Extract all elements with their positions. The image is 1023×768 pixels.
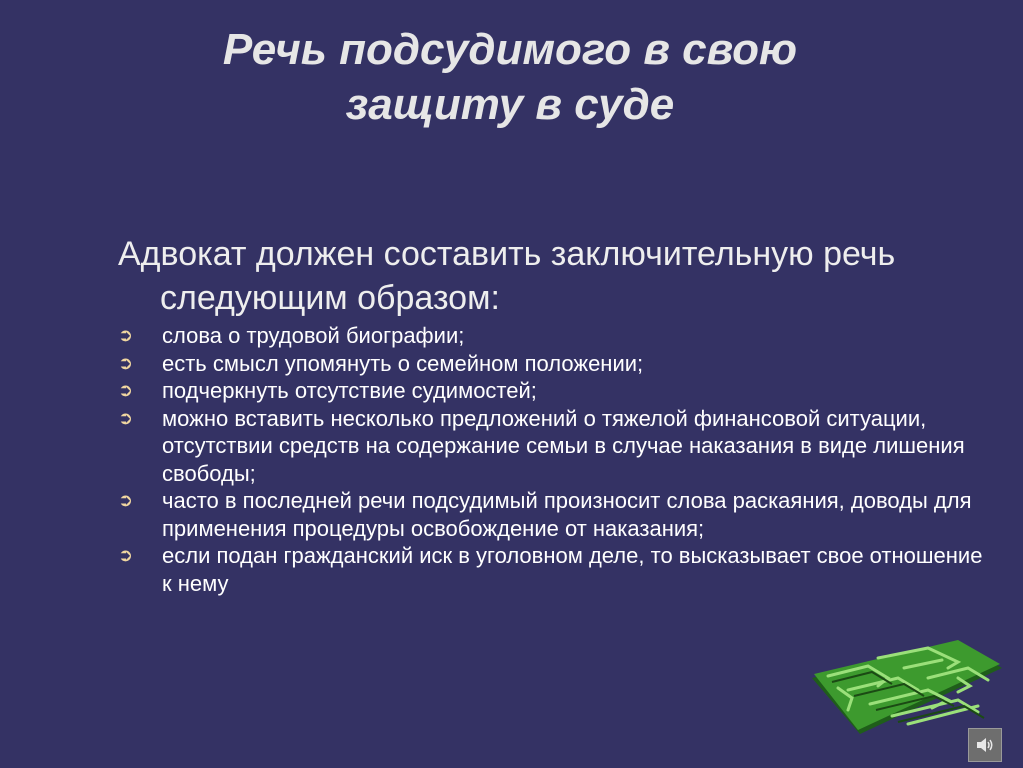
list-item (118, 542, 998, 597)
bullet-list (118, 322, 998, 597)
arrow-bullet-icon: ➲ (118, 545, 134, 565)
arrow-bullet-icon: ➲ (118, 490, 134, 510)
sound-button[interactable] (968, 728, 1002, 762)
list-item-text: есть смысл упомянуть о семейном положении; (162, 350, 644, 376)
speaker-icon (974, 734, 996, 756)
list-item (118, 487, 998, 542)
list-item-text: можно вставить несколько предложений о тяжелой финансовой ситуации, отсутствии средств на содержание семьи в случае наказания в виде лишения свободы; (162, 405, 965, 486)
arrow-bullet-icon: ➲ (118, 380, 134, 400)
list-item-text: подчеркнуть отсутствие судимостей; (162, 378, 537, 403)
arrow-bullet-icon: ➲ (118, 407, 134, 428)
list-item (118, 405, 998, 488)
list-item (118, 350, 998, 378)
slide-body (118, 232, 998, 597)
arrow-bullet-icon: ➲ (118, 352, 134, 373)
list-item (118, 322, 998, 350)
list-item-text: если подан гражданский иск в уголовном деле, то высказывает свое отношение к нему (162, 543, 983, 596)
intro-text: Адвокат должен составить заключительную речь следующим образом: (118, 235, 896, 317)
list-item (118, 377, 998, 405)
list-item-text: слова о трудовой биографии; (162, 323, 465, 348)
slide-title (130, 22, 890, 132)
title-line-2: защиту в суде (345, 80, 675, 129)
list-item-text: часто в последней речи подсудимый произносит слова раскаяния, доводы для применения процедуры освобождение от наказания; (162, 488, 972, 541)
arrow-bullet-icon: ➲ (118, 325, 134, 345)
maze-clipart-icon (808, 638, 1004, 738)
title-line-1: Речь подсудимого в свою (222, 25, 798, 74)
